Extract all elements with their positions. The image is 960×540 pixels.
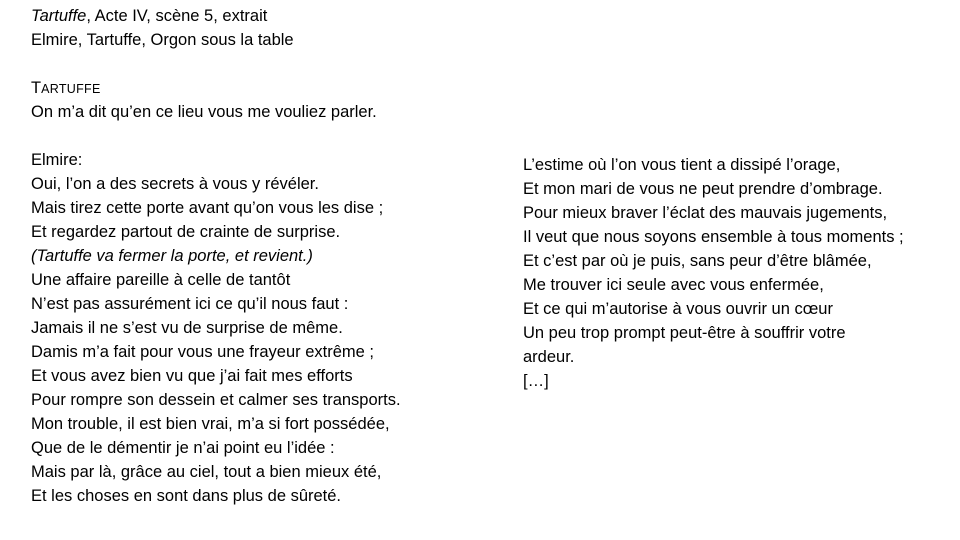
tartuffe-speech (31, 76, 377, 124)
speaker-name-initial: T (31, 79, 42, 97)
verse-line: Oui, l’on a des secrets à vous y révéler. (31, 175, 319, 193)
tartuffe-line: On m’a dit qu’en ce lieu vous me vouliez parler. (31, 103, 377, 121)
play-title: Tartuffe (31, 7, 87, 25)
speaker-name-rest: ARTUFFE (41, 82, 101, 96)
verse-line: Mais tirez cette porte avant qu’on vous les dise ; (31, 199, 384, 217)
ellipsis-marker: […] (523, 372, 549, 390)
verse-line: Jamais il ne s’est vu de surprise de même. (31, 319, 343, 337)
verse-line: Et vous avez bien vu que j’ai fait mes efforts (31, 367, 353, 385)
verse-line: Et ce qui m’autorise à vous ouvrir un cœur (523, 300, 833, 318)
speaker-name-tartuffe (31, 76, 377, 100)
verse-line: Damis m’a fait pour vous une frayeur extrême ; (31, 343, 374, 361)
verse-line: Me trouver ici seule avec vous enfermée, (523, 276, 824, 294)
verse-line: Mais par là, grâce au ciel, tout a bien mieux été, (31, 463, 382, 481)
speaker-label-elmire: Elmire: (31, 151, 83, 169)
verse-line: ardeur. (523, 348, 575, 366)
characters-on-stage: Elmire, Tartuffe, Orgon sous la table (31, 31, 294, 49)
elmire-speech-right-column (523, 153, 904, 393)
scene-header (31, 4, 294, 52)
scene-info: , Acte IV, scène 5, extrait (86, 7, 268, 25)
verse-line: L’estime où l’on vous tient a dissipé l’orage, (523, 156, 841, 174)
verse-line: Mon trouble, il est bien vrai, m’a si fort possédée, (31, 415, 390, 433)
play-reference (31, 4, 294, 28)
stage-direction: (Tartuffe va fermer la porte, et revient.) (31, 247, 313, 265)
verse-line: Une affaire pareille à celle de tantôt (31, 271, 291, 289)
verse-line: Pour mieux braver l’éclat des mauvais jugements, (523, 204, 888, 222)
verse-line: Et regardez partout de crainte de surprise. (31, 223, 341, 241)
verse-line: Et mon mari de vous ne peut prendre d’ombrage. (523, 180, 883, 198)
verse-line: Et les choses en sont dans plus de sûreté. (31, 487, 342, 505)
verse-line: Que de le démentir je n’ai point eu l’idée : (31, 439, 335, 457)
verse-line: Un peu trop prompt peut-être à souffrir votre (523, 324, 846, 342)
elmire-speech-left-column (31, 148, 401, 508)
verse-line: Il veut que nous soyons ensemble à tous moments ; (523, 228, 904, 246)
verse-line: N’est pas assurément ici ce qu’il nous faut : (31, 295, 349, 313)
verse-line: Pour rompre son dessein et calmer ses transports. (31, 391, 401, 409)
verse-line: Et c’est par où je puis, sans peur d’être blâmée, (523, 252, 872, 270)
